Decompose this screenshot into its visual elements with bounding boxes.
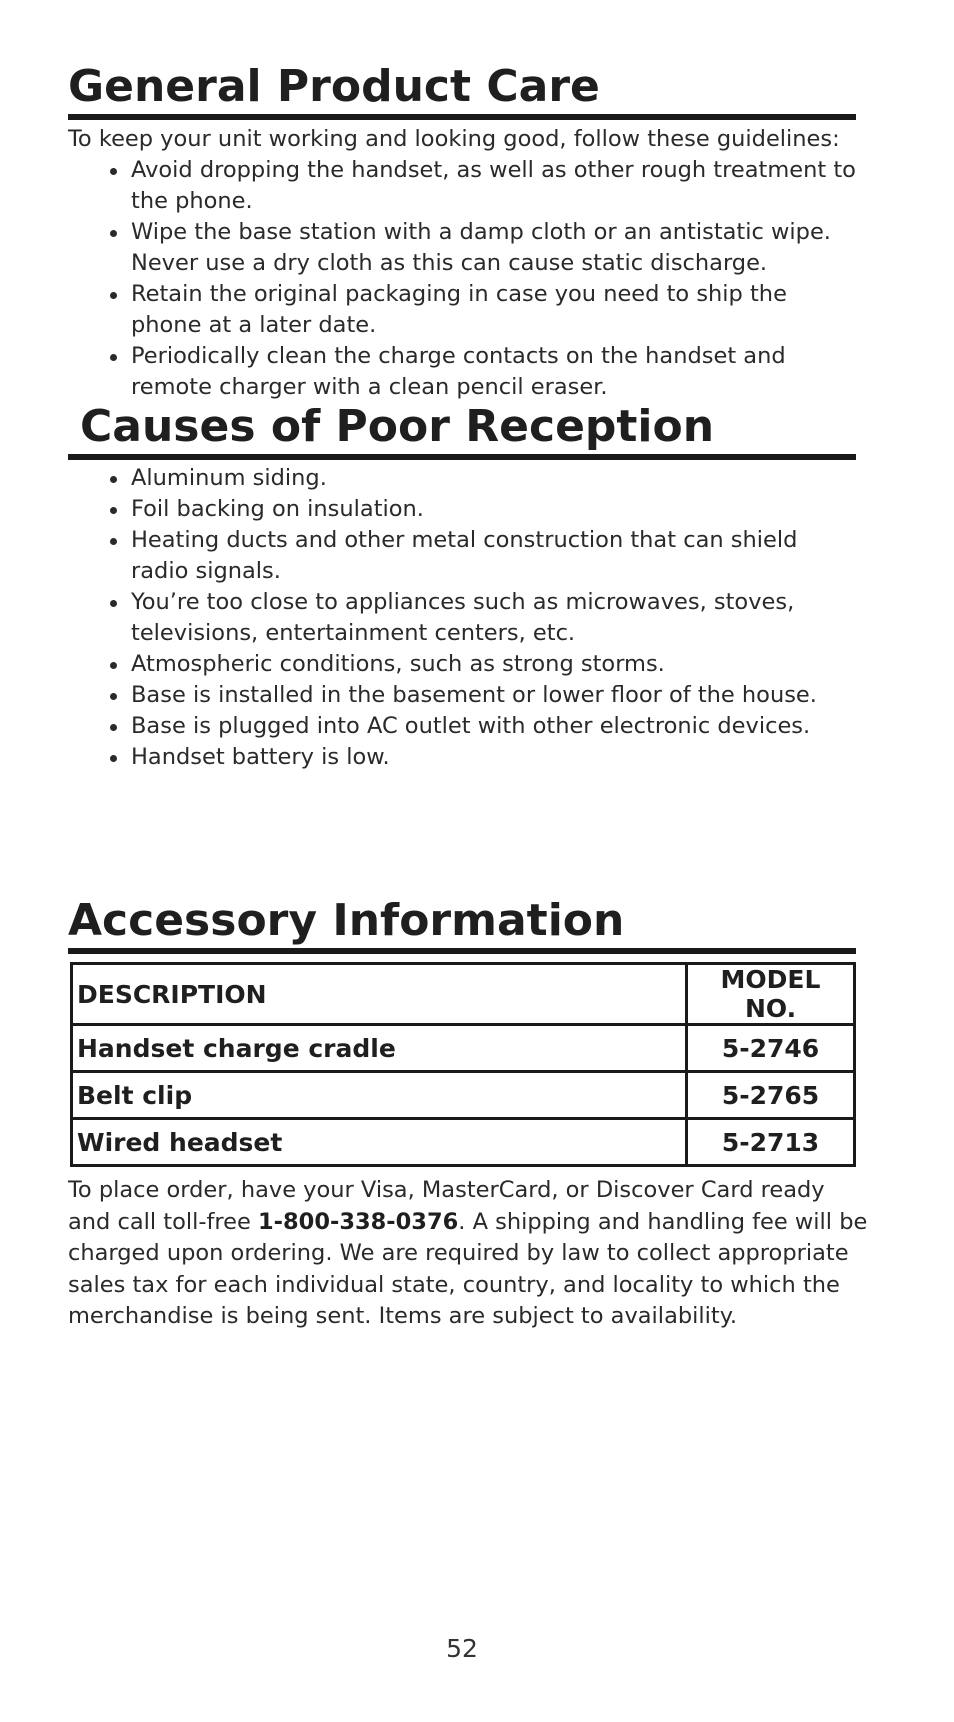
order-instructions — [68, 1175, 868, 1333]
list-item: Retain the original packaging in case you need to ship the phone at a later date. — [108, 279, 860, 341]
list-item: Atmospheric conditions, such as strong storms. — [108, 649, 860, 680]
list-item: You’re too close to appliances such as microwaves, stoves, televisions, entertainment centers, etc. — [108, 587, 860, 649]
list-item: Aluminum siding. — [108, 463, 860, 494]
accessory-information-title: Accessory Information — [68, 894, 856, 954]
table-row — [72, 1025, 855, 1072]
table-row — [72, 1072, 855, 1119]
accessory-description: Belt clip — [72, 1072, 687, 1119]
accessory-model: 5-2713 — [687, 1119, 855, 1166]
toll-free-phone: 1-800-338-0376 — [258, 1208, 459, 1235]
list-item: Heating ducts and other metal construction that can shield radio signals. — [108, 525, 860, 587]
table-row — [72, 1119, 855, 1166]
list-item: Handset battery is low. — [108, 742, 860, 773]
table-header-row — [72, 964, 855, 1025]
column-header-model: MODEL NO. — [687, 964, 855, 1025]
column-header-description: DESCRIPTION — [72, 964, 687, 1025]
care-list — [108, 155, 860, 403]
list-item: Avoid dropping the handset, as well as other rough treatment to the phone. — [108, 155, 860, 217]
order-text-start: To place order, have your Visa, MasterCard, or Discover Card ready and call toll-free — [68, 1177, 825, 1235]
list-item: Base is installed in the basement or lower floor of the house. — [108, 680, 860, 711]
page-number: 52 — [446, 1634, 478, 1663]
poor-reception-title: Causes of Poor Reception — [68, 400, 856, 460]
general-product-care-title: General Product Care — [68, 60, 856, 120]
care-intro: To keep your unit working and looking good, follow these guidelines: — [68, 126, 840, 152]
accessory-description: Handset charge cradle — [72, 1025, 687, 1072]
accessory-table — [70, 962, 856, 1167]
order-text-end: . A shipping and handling fee will be charged upon ordering. We are required by law to collect appropriate sales tax for each individual state, country, and locality to which the merchandise is being sent. Items are subject to availability. — [68, 1208, 868, 1329]
list-item: Wipe the base station with a damp cloth or an antistatic wipe. Never use a dry cloth as this can cause static discharge. — [108, 217, 860, 279]
accessory-model: 5-2765 — [687, 1072, 855, 1119]
list-item: Base is plugged into AC outlet with other electronic devices. — [108, 711, 860, 742]
list-item: Periodically clean the charge contacts on the handset and remote charger with a clean pencil eraser. — [108, 341, 860, 403]
reception-list — [108, 463, 860, 773]
accessory-description: Wired headset — [72, 1119, 687, 1166]
accessory-model: 5-2746 — [687, 1025, 855, 1072]
list-item: Foil backing on insulation. — [108, 494, 860, 525]
